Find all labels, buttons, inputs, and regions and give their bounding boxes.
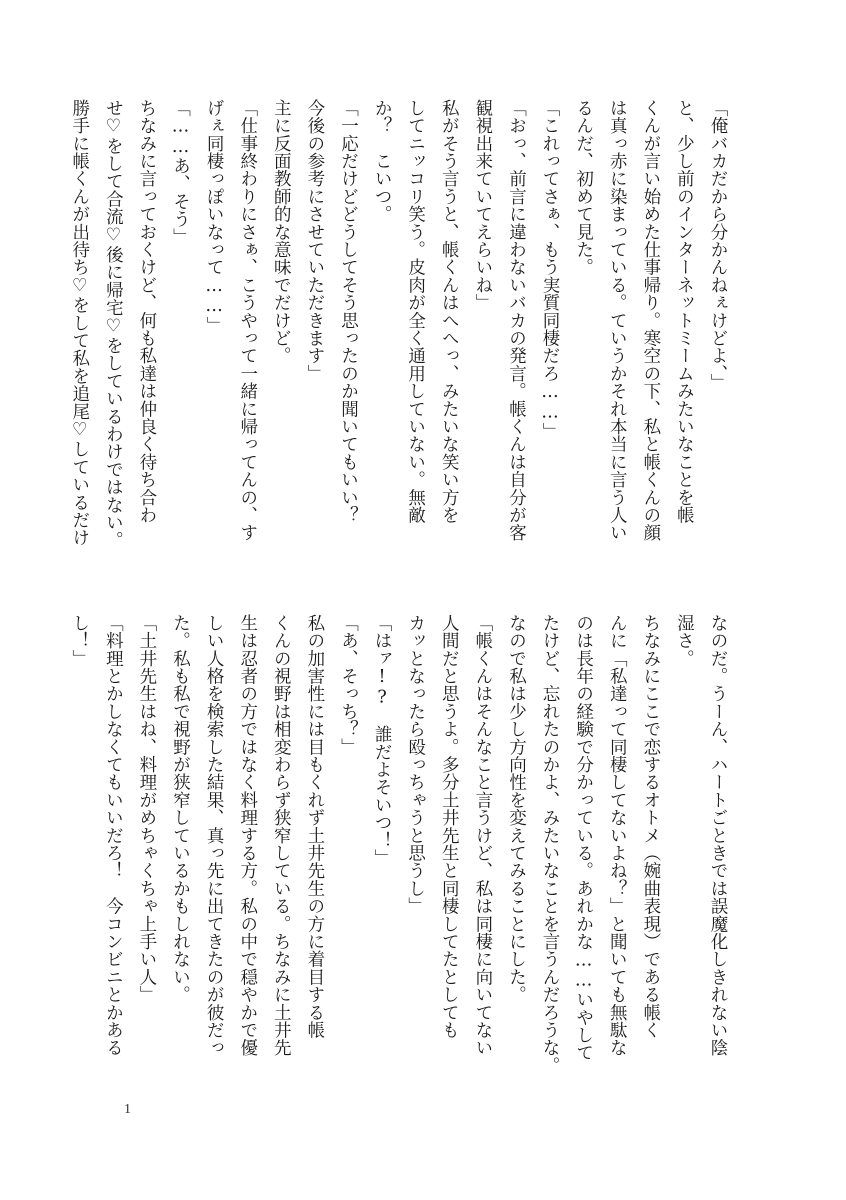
text-line: げぇ同棲っぽいなって……」 bbox=[204, 99, 225, 335]
text-line: 私がそう言うと、帳くんはへへっ、みたいな笑い方を bbox=[439, 99, 460, 524]
text-line: してニッコリ笑う。皮肉が全く通用していない。無敵 bbox=[405, 99, 426, 524]
text-line: 生は忍者の方ではなく料理する方。私の中で穏やかで優 bbox=[237, 614, 258, 1057]
text-line: なので私は少し方向性を変えてみることにした。 bbox=[506, 614, 527, 1004]
text-line: カッとなったら殴っちゃうと思うし」 bbox=[405, 614, 426, 915]
text-line: 「帳くんはそんなこと言うけど、私は同棲に向いてない bbox=[472, 614, 493, 1057]
text-line: 主に反面教師的な意味でだけど。 bbox=[271, 99, 292, 365]
text-line: か？ こいつ。 bbox=[372, 99, 393, 223]
text-line: 湿さ。 bbox=[674, 614, 695, 668]
text-line: 「はァ!? 誰だよそいつ！」 bbox=[372, 614, 393, 867]
text-line: 観視出来ていてえらいね」 bbox=[472, 99, 493, 312]
text-line: 私の加害性には目もくれず土井先生の方に着目する帳 bbox=[304, 614, 325, 1039]
text-line: しい人格を検索した結果、真っ先に出てきたのが彼だっ bbox=[204, 614, 225, 1057]
text-line: し！」 bbox=[69, 614, 90, 668]
text-line: 「これってさぁ、もう実質同棲だろ……」 bbox=[540, 99, 561, 441]
text-line: と、少し前のインターネットミームみたいなことを帳 bbox=[674, 99, 695, 524]
text-line: 「土井先生はね、料理がめちゃくちゃ上手い人」 bbox=[136, 614, 157, 1004]
text-line: 「俺バカだから分かんねぇけどよ、」 bbox=[708, 99, 728, 392]
text-line: 「料理とかしなくてもいいだろ！ 今コンビニとかある bbox=[103, 614, 124, 1057]
text-line: んに「私達って同棲してないよね？」と聞いても無駄な bbox=[607, 614, 628, 1057]
text-line: ちなみにここで恋するオトメ（婉曲表現）である帳く bbox=[640, 614, 661, 1039]
text-line: 「……あ、そう」 bbox=[170, 99, 191, 246]
text-line: 勝手に帳くんが出待ち♡をして私を追尾♡しているだけ bbox=[69, 99, 90, 547]
text-line: なのだ。うーん、ハートごときでは誤魔化しきれない陰 bbox=[708, 614, 728, 1057]
text-line: 今後の参考にさせていただきます」 bbox=[304, 99, 325, 383]
text-line: のは長年の経験で分かっている。あれかな……いやして bbox=[573, 614, 594, 1062]
text-line: 「あ、そっち？」 bbox=[338, 614, 359, 756]
text-line: くんの視野は相変わらず狭窄している。ちなみに土井先 bbox=[271, 614, 292, 1057]
text-line: た。私も私で視野が狭窄しているかもしれない。 bbox=[170, 614, 191, 1004]
text-line: たけど、忘れたのかよ、みたいなことを言うんだろうな。 bbox=[540, 614, 561, 1075]
text-line: くんが言い始めた仕事帰り。寒空の下、私と帳くんの顔 bbox=[640, 99, 661, 542]
text-line: 「仕事終わりにさぁ、こうやって一緒に帰ってんの、す bbox=[237, 99, 258, 542]
page-number: 1 bbox=[124, 1102, 131, 1117]
text-line: 人間だと思うよ。多分土井先生と同棲してたとしても bbox=[439, 614, 460, 1039]
text-line: は真っ赤に染まっている。ていうかそれ本当に言う人い bbox=[607, 99, 628, 542]
text-line: 「おっ、前言に違わないバカの発言。帳くんは自分が客 bbox=[506, 99, 527, 542]
text-line: るんだ、初めて見た。 bbox=[573, 99, 594, 276]
upper-text-block bbox=[62, 99, 734, 579]
lower-text-block bbox=[62, 614, 734, 1094]
text-line: せ♡をして合流♡後に帰宅♡をしているわけではない。 bbox=[103, 99, 124, 549]
text-line: ちなみに言っておくけど、何も私達は仲良く待ち合わ bbox=[136, 99, 157, 524]
text-line: 「一応だけどどうしてそう思ったのか聞いてもいい？ bbox=[338, 99, 359, 524]
